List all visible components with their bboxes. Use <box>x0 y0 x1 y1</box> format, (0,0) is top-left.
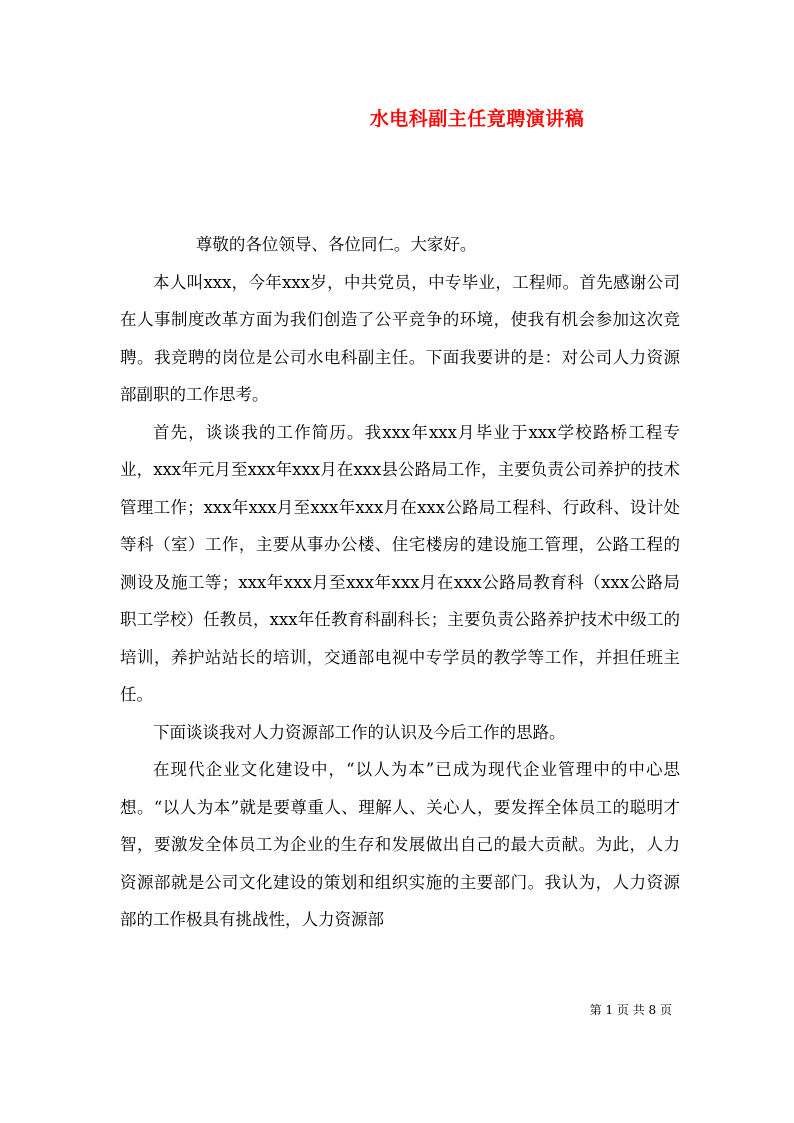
page-number-footer: 第 1 页 共 8 页 <box>589 1003 672 1017</box>
paragraph-transition: 下面谈谈我对人力资源部工作的认识及今后工作的思路。 <box>153 722 566 742</box>
document-title: 水电科副主任竟聘演讲稿 <box>369 108 585 130</box>
paragraph-corporate-culture: 在现代企业文化建设中，“以人为本”已成为现代企业管理中的中心思想。“以人为本”就是要尊重人、理解人、关心人，要发挥全体员工的聪明才智，要激发全体员工为企业的生存和发展做出自己的最大贡献。为此，人力资源部就是公司文化建设的策划和组织实施的主要部门。我认为，人力资源部的工作极具有挑战性，人力资源部 <box>120 760 680 929</box>
paragraph-salutation: 尊敬的各位领导、各位同仁。大家好。 <box>195 235 477 254</box>
paragraph-introduction: 本人叫xxx，今年xxx岁，中共党员，中专毕业，工程师。首先感谢公司在人事制度改革方面为我们创造了公平竞争的环境，使我有机会参加这次竞聘。我竞聘的岗位是公司水电科副主任。下面我要讲的是：对公司人力资源部副职的工作思考。 <box>120 272 680 404</box>
document-body <box>120 226 680 939</box>
paragraph-work-history: 首先，谈谈我的工作简历。我xxx年xxx月毕业于xxx学校路桥工程专业，xxx年元月至xxx年xxx月在xxx县公路局工作，主要负责公司养护的技术管理工作；xxx年xxx月至xxx年xxx月在xxx公路局工程科、行政科、设计处等科（室）工作，主要从事办公楼、住宅楼房的建设施工管理，公路工程的测设及施工等；xxx年xxx月至xxx年xxx月在xxx公路局教育科（xxx公路局职工学校）任教员，xxx年任教育科副科长；主要负责公路养护技术中级工的培训，养护站站长的培训，交通部电视中专学员的教学等工作，并担任班主任。 <box>120 422 680 704</box>
